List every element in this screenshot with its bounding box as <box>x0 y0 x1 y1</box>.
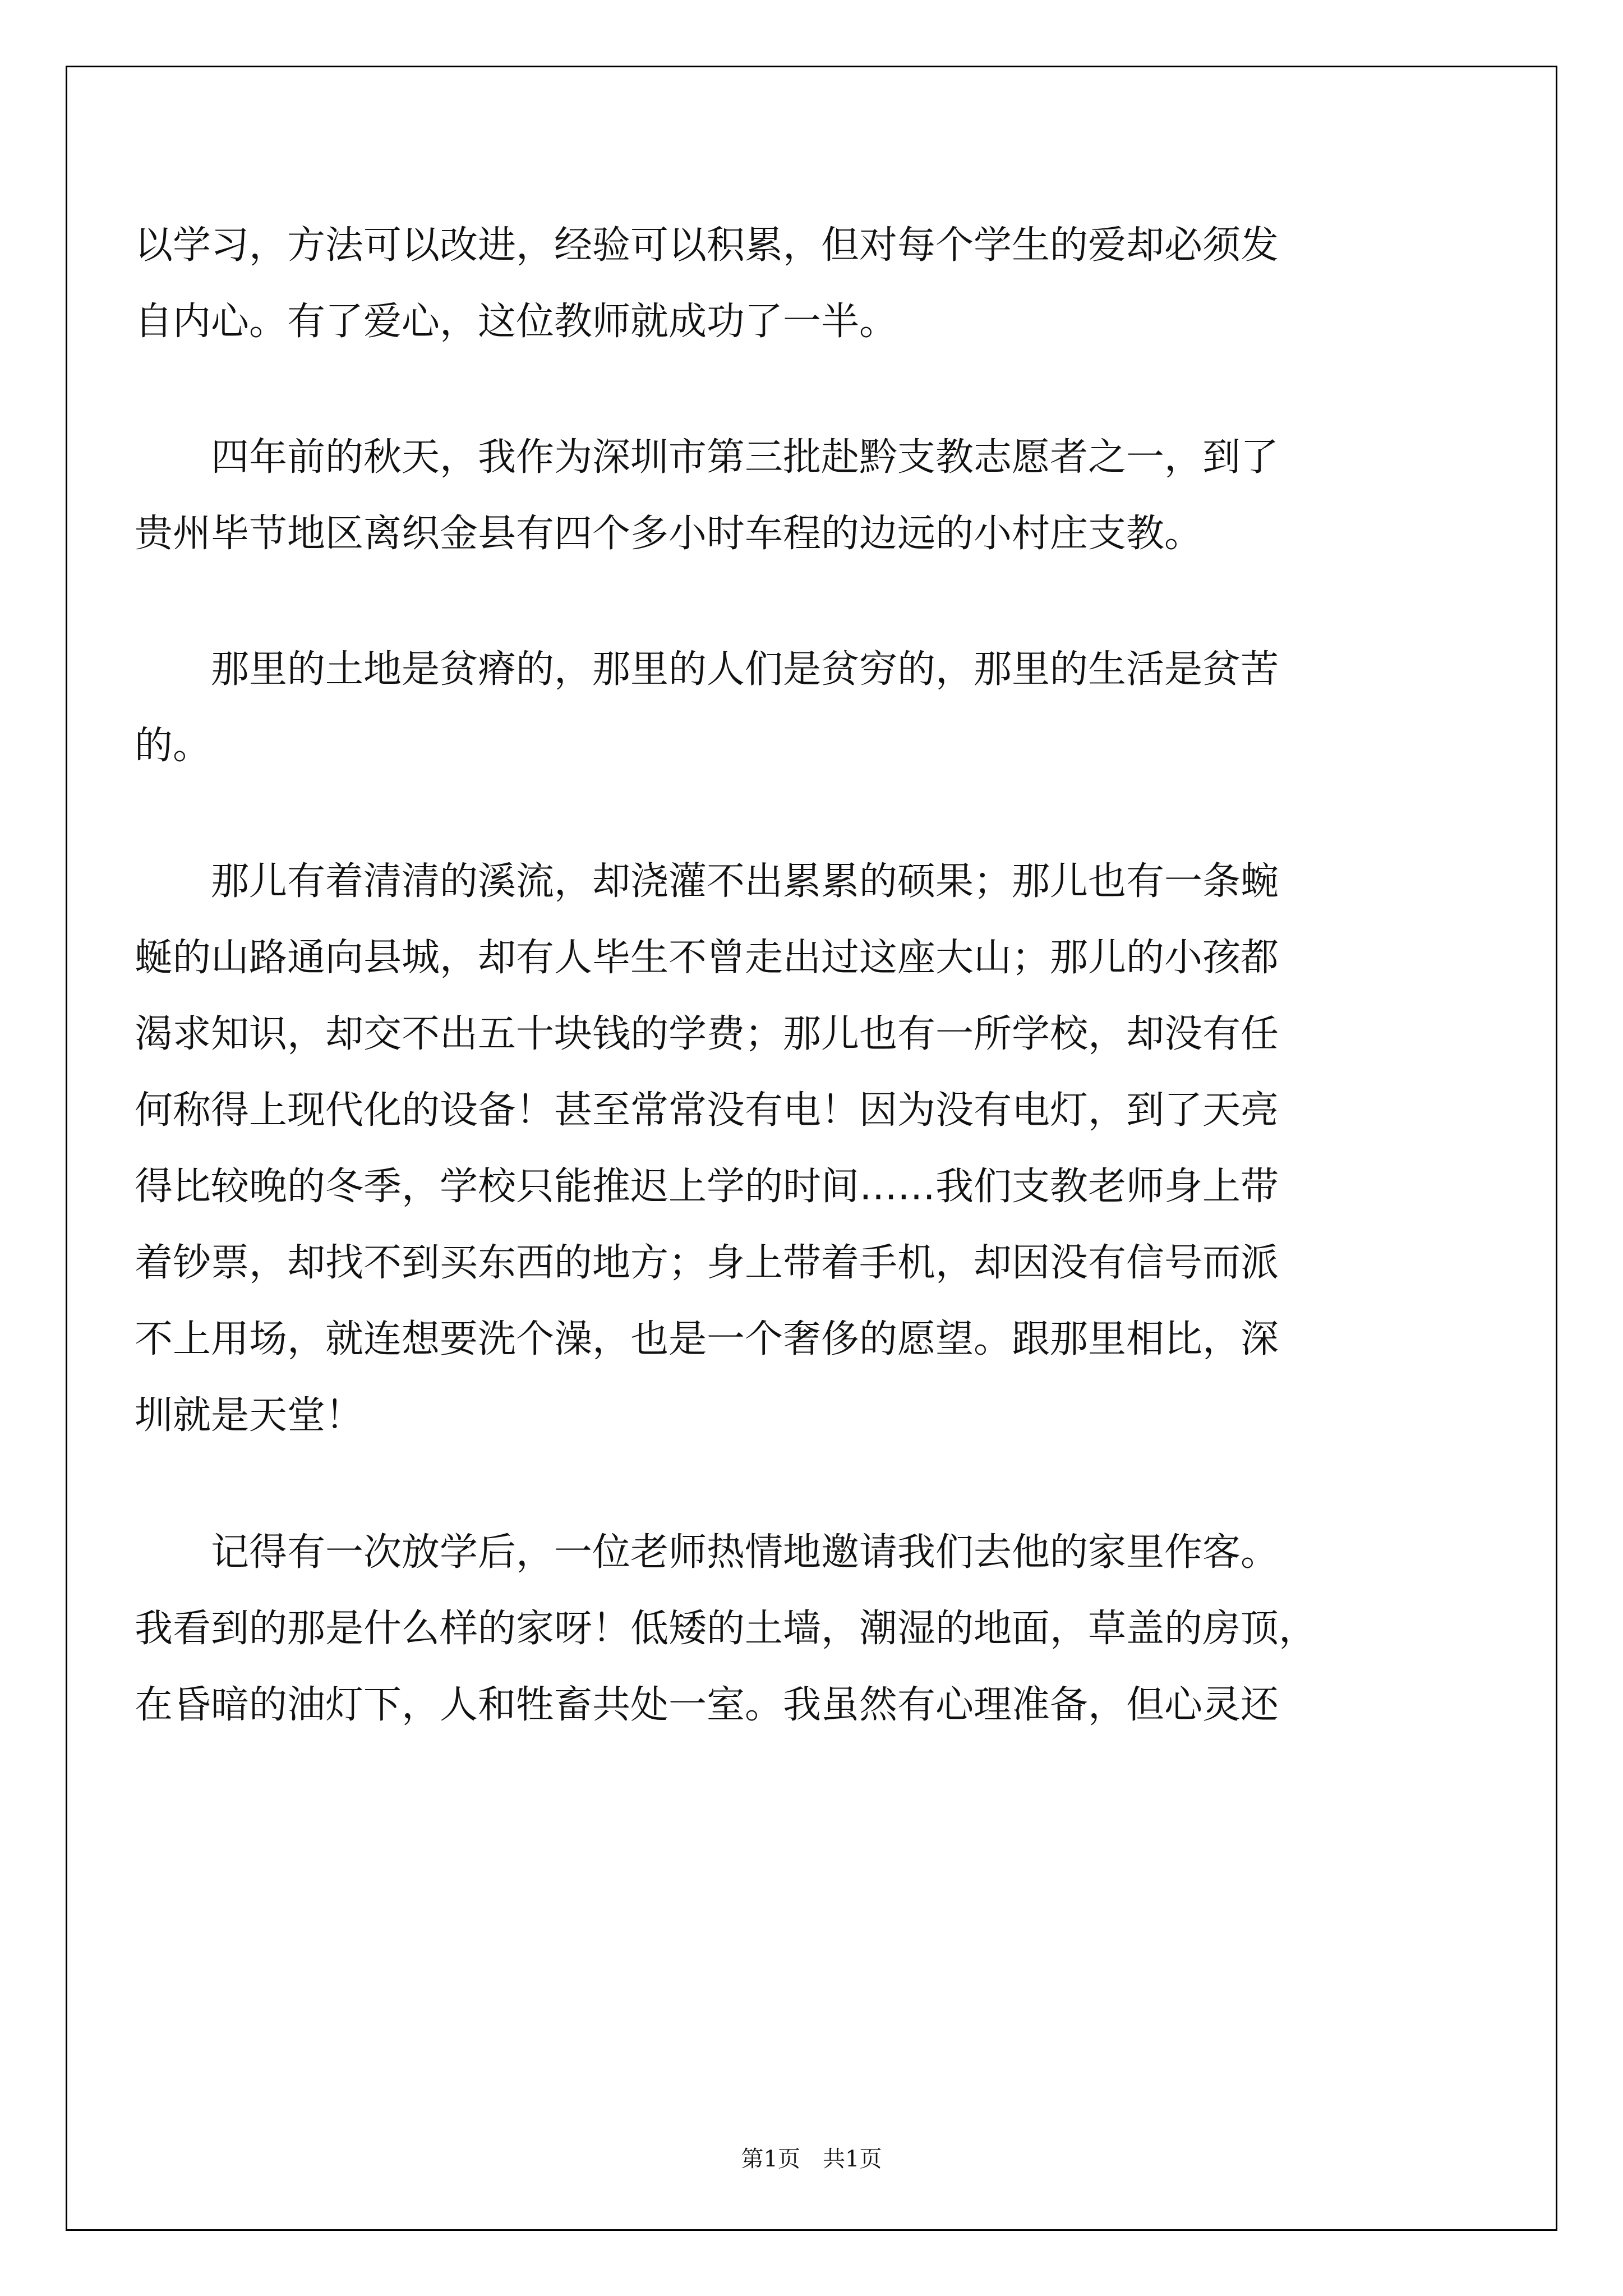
text-line: 何称得上现代化的设备！甚至常常没有电！因为没有电灯，到了天亮 <box>135 1088 1279 1133</box>
text-line: 那里的土地是贫瘠的，那里的人们是贫穷的，那里的生活是贫苦 <box>135 647 1279 692</box>
text-line: 以学习，方法可以改进，经验可以积累，但对每个学生的爱却必须发 <box>135 223 1279 268</box>
text-line: 圳就是天堂！ <box>135 1393 364 1438</box>
text-line: 渴求知识，却交不出五十块钱的学费；那儿也有一所学校，却没有任 <box>135 1012 1279 1056</box>
text-line: 得比较晚的冬季，学校只能推迟上学的时间……我们支教老师身上带 <box>135 1165 1279 1209</box>
text-line: 蜒的山路通向县城，却有人毕生不曾走出过这座大山；那儿的小孩都 <box>135 936 1279 980</box>
text-line: 那儿有着清清的溪流，却浇灌不出累累的硕果；那儿也有一条蜿 <box>135 859 1279 904</box>
text-line: 贵州毕节地区离织金县有四个多小时车程的边远的小村庄支教。 <box>135 512 1203 556</box>
text-line: 自内心。有了爱心，这位教师就成功了一半。 <box>135 300 898 344</box>
text-line: 记得有一次放学后，一位老师热情地邀请我们去他的家里作客。 <box>135 1530 1279 1575</box>
text-line: 不上用场，就连想要洗个澡，也是一个奢侈的愿望。跟那里相比，深 <box>135 1317 1279 1361</box>
text-line: 的。 <box>135 724 211 768</box>
page-border <box>66 66 1557 2231</box>
text-line: 四年前的秋天，我作为深圳市第三批赴黔支教志愿者之一，到了 <box>135 435 1279 480</box>
text-line: 在昏暗的油灯下，人和牲畜共处一室。我虽然有心理准备，但心灵还 <box>135 1683 1279 1727</box>
page-number-footer: 第1页 共1页 <box>741 2146 882 2172</box>
text-line: 着钞票，却找不到买东西的地方；身上带着手机，却因没有信号而派 <box>135 1241 1279 1285</box>
text-line: 我看到的那是什么样的家呀！低矮的土墙，潮湿的地面，草盖的房顶， <box>135 1607 1317 1651</box>
